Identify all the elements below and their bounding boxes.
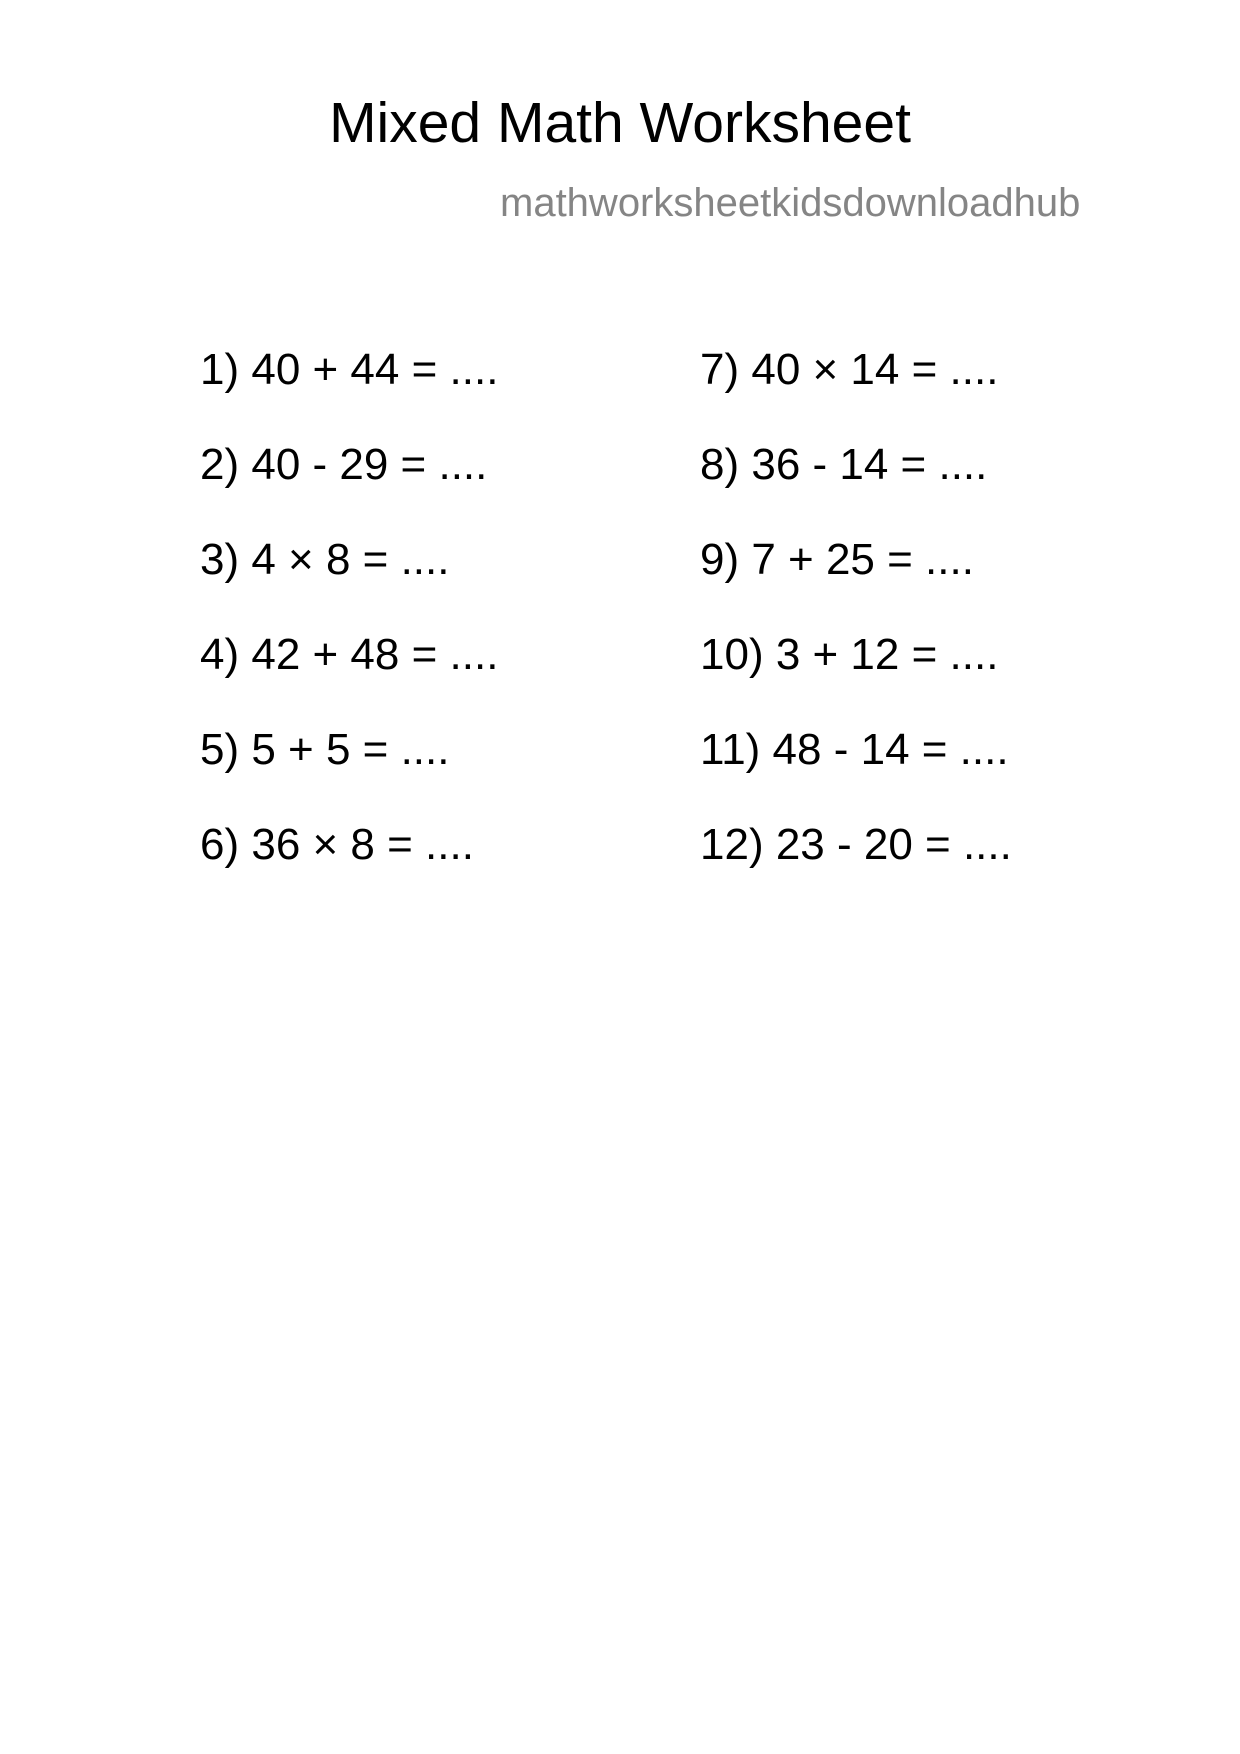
problems-column-right [700, 345, 1012, 918]
problem-10: 10) 3 + 12 = .... [700, 630, 999, 679]
problem-9: 9) 7 + 25 = .... [700, 535, 974, 584]
problem-3: 3) 4 × 8 = .... [200, 535, 450, 584]
problem-12: 12) 23 - 20 = .... [700, 820, 1012, 869]
problem-2: 2) 40 - 29 = .... [200, 440, 488, 489]
problem-6: 6) 36 × 8 = .... [200, 820, 474, 869]
watermark-text: mathworksheetkidsdownloadhub [500, 181, 1081, 225]
problem-7: 7) 40 × 14 = .... [700, 345, 999, 394]
problems-column-left [200, 345, 499, 918]
problem-8: 8) 36 - 14 = .... [700, 440, 988, 489]
problem-11: 11) 48 - 14 = .... [700, 725, 1009, 774]
page-title: Mixed Math Worksheet [329, 91, 911, 155]
problem-1: 1) 40 + 44 = .... [200, 345, 499, 394]
problem-4: 4) 42 + 48 = .... [200, 630, 499, 679]
problem-5: 5) 5 + 5 = .... [200, 725, 450, 774]
